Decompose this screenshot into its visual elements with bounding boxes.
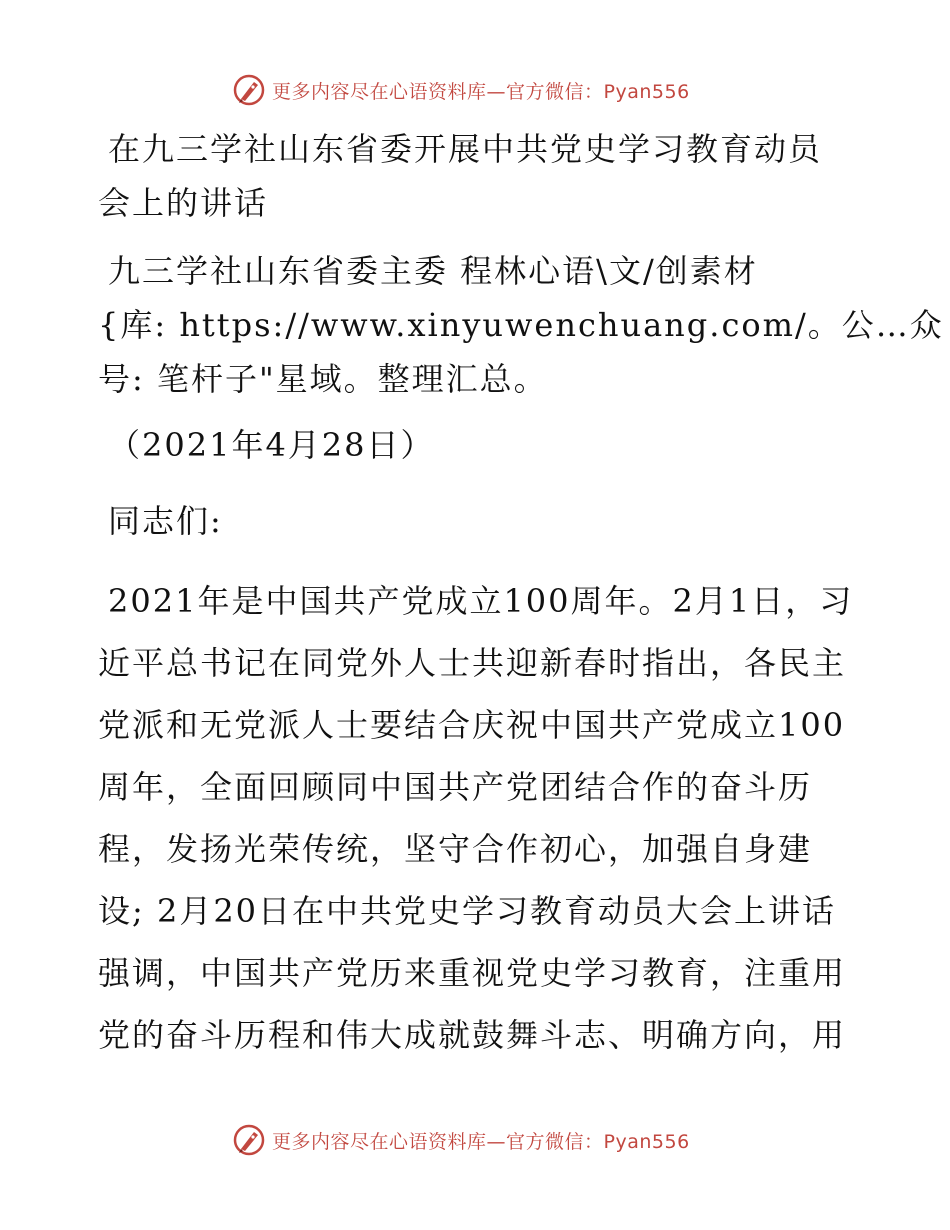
document-title [98, 122, 858, 230]
paragraph-line: 党的奋斗历程和伟大成就鼓舞斗志、明确方向，用 [98, 1016, 847, 1054]
paragraph-line: 2021年是中国共产党成立100周年。2月1日，习 [108, 582, 854, 620]
paragraph-line: 近平总书记在同党外人士共迎新春时指出，各民主 [98, 644, 847, 682]
date-line: （2021年4月28日） [108, 426, 435, 464]
pen-logo-icon [232, 1123, 266, 1157]
paragraph-line: 设; 2月20日在中共党史学习教育动员大会上讲话 [98, 892, 837, 930]
author-attribution [98, 244, 944, 406]
paragraph-line: 强调，中国共产党历来重视党史学习教育，注重用 [98, 954, 847, 992]
header-banner-text: 更多内容尽在心语资料库—官方微信：Pyan556 [272, 80, 690, 103]
title-line: 在九三学社山东省委开展中共党史学习教育动员 [108, 130, 823, 168]
paragraph-line: 周年，全面回顾同中国共产党团结合作的奋斗历 [98, 768, 813, 806]
body-paragraph [98, 570, 858, 1066]
author-line: {库: https://www.xinyuwenchuang.com/。公…众 [98, 306, 944, 344]
author-line: 九三学社山东省委主委 程林心语\文/创素材 [108, 252, 758, 290]
document-body [98, 122, 944, 1066]
greeting-line: 同志们: [108, 502, 223, 540]
author-line: 号: 笔杆子"星域。整理汇总。 [98, 360, 548, 398]
salutation [98, 494, 858, 548]
title-line: 会上的讲话 [98, 184, 269, 222]
pen-logo-icon [232, 73, 266, 107]
footer-banner-text: 更多内容尽在心语资料库—官方微信：Pyan556 [272, 1130, 690, 1153]
paragraph-line: 程，发扬光荣传统，坚守合作初心，加强自身建 [98, 830, 813, 868]
header-watermark-banner [232, 70, 712, 110]
speech-date [98, 418, 858, 472]
footer-watermark-banner [232, 1120, 712, 1160]
paragraph-line: 党派和无党派人士要结合庆祝中国共产党成立100 [98, 706, 846, 744]
